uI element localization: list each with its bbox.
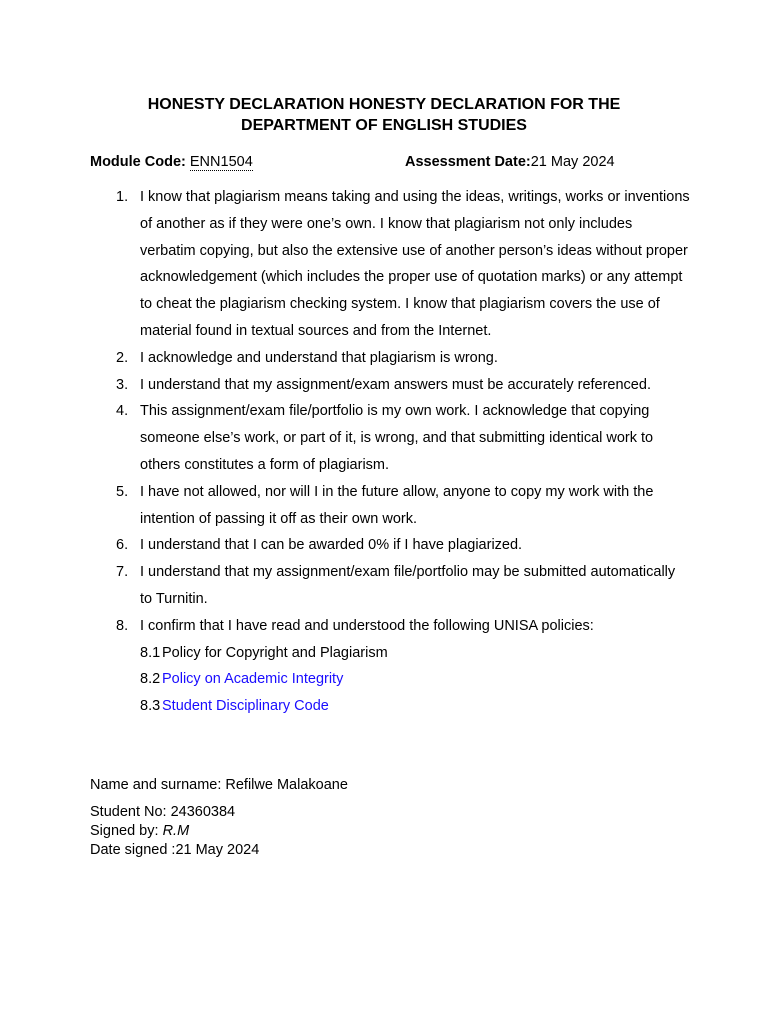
declaration-list — [90, 184, 690, 720]
list-number: 5. — [116, 483, 129, 500]
policy-item — [90, 693, 690, 720]
list-text: I confirm that I have read and understood the following UNISA policies: — [140, 617, 594, 634]
student-number-line: Student No: 24360384 — [90, 804, 236, 820]
list-number: 4. — [116, 403, 129, 420]
list-item — [90, 559, 690, 613]
list-item — [90, 479, 690, 533]
document-title — [90, 94, 678, 136]
list-item — [90, 372, 690, 399]
title-line-2: DEPARTMENT OF ENGLISH STUDIES — [241, 117, 527, 134]
assessment-date-value: 21 May 2024 — [530, 154, 615, 170]
list-item — [90, 184, 690, 345]
module-info-row — [90, 151, 690, 173]
list-number: 8. — [116, 617, 129, 634]
module-code-value: ENN1504 — [189, 154, 253, 170]
policy-link-disciplinary-code[interactable]: Student Disciplinary Code — [162, 698, 329, 715]
list-text: I acknowledge and understand that plagiarism is wrong. — [140, 349, 498, 366]
policy-item — [90, 666, 690, 693]
list-number: 2. — [116, 349, 129, 366]
name-surname-line: Name and surname: Refilwe Malakoane — [90, 777, 348, 793]
module-code — [90, 151, 253, 173]
list-text: I understand that I can be awarded 0% if I have plagiarized. — [140, 537, 523, 554]
policy-number: 8.2 — [140, 671, 161, 688]
policy-item — [90, 640, 690, 667]
list-text: I know that plagiarism means taking and using the ideas, writings, works or inventions of another as if they were one’s own. I know that plagiarism not only includes verbatim copying, but also the extensive use of another person’s ideas without proper acknowledgement (which includes the proper use of quotation marks) or any attempt to cheat the plagiarism checking system. I know that plagiarism covers the use of material found in textual sources and from the Internet. — [140, 189, 690, 339]
list-number: 1. — [116, 189, 129, 205]
date-signed-line: Date signed :21 May 2024 — [90, 842, 260, 858]
list-text: I have not allowed, nor will I in the future allow, anyone to copy my work with the intention of passing it off as their own work. — [140, 483, 654, 527]
list-number: 6. — [116, 537, 129, 554]
module-code-label: Module Code: — [90, 154, 186, 170]
signed-by-line — [90, 822, 690, 841]
list-number: 7. — [116, 564, 129, 581]
policy-number: 8.3 — [140, 698, 161, 715]
policy-link-academic-integrity[interactable]: Policy on Academic Integrity — [162, 671, 344, 688]
list-text: This assignment/exam file/portfolio is my own work. I acknowledge that copying someone else’s work, or part of it, is wrong, and that submitting identical work to others constitutes a form of plagiarism. — [140, 403, 654, 473]
signed-by-label: Signed by: — [90, 823, 163, 839]
assessment-date — [405, 151, 615, 173]
list-item — [90, 613, 690, 640]
policy-number: 8.1 — [140, 644, 161, 661]
list-text: I understand that my assignment/exam file/portfolio may be submitted automatically to Turnitin. — [140, 564, 676, 607]
signature-initials: R.M — [162, 823, 190, 839]
list-item — [90, 532, 690, 559]
list-number: 3. — [116, 376, 129, 393]
policy-text: Policy for Copyright and Plagiarism — [162, 644, 388, 661]
list-text: I understand that my assignment/exam answers must be accurately referenced. — [140, 376, 651, 393]
title-line-1: HONESTY DECLARATION HONESTY DECLARATION FOR THE — [147, 96, 621, 113]
list-item — [90, 345, 690, 372]
assessment-date-label: Assessment Date: — [405, 154, 531, 170]
list-item — [90, 398, 690, 478]
